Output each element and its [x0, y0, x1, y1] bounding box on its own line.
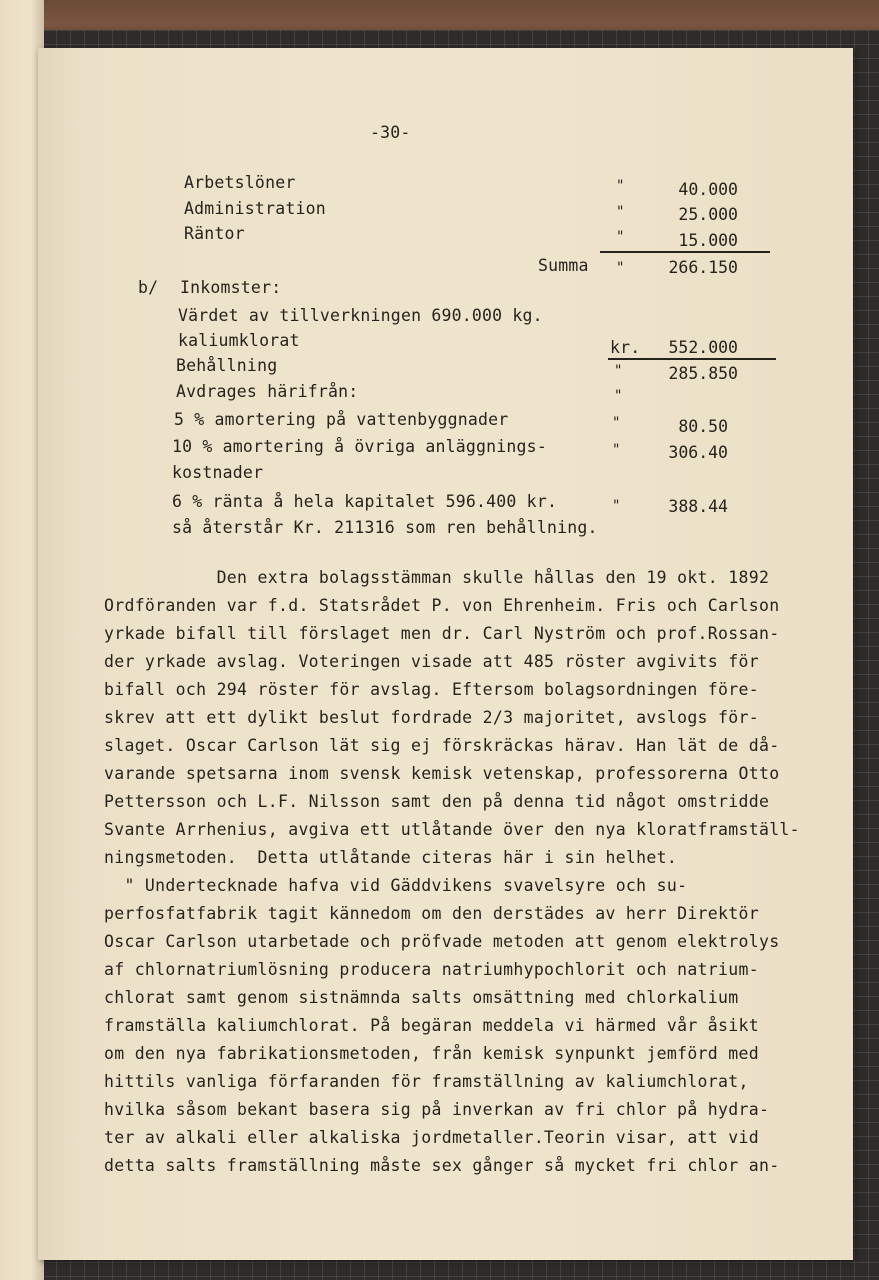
quote-line: " Undertecknade hafva vid Gäddvikens svavelsyre och su- [104, 876, 688, 895]
cost-label: Administration [184, 199, 326, 218]
ranta-line: 6 % ränta å hela kapitalet 596.400 kr. [172, 492, 558, 511]
ditto-mark: " [614, 363, 623, 379]
behallning-value: 285.850 [668, 364, 738, 383]
paragraph-line: Den extra bolagsstämman skulle hållas den 19 okt. 1892 [104, 568, 770, 587]
quote-line: hittils vanliga förfaranden för framställning av kaliumchlorat, [104, 1072, 749, 1091]
sum-rule [600, 251, 770, 253]
ditto-mark: " [612, 442, 621, 458]
ditto-mark: " [616, 260, 625, 276]
income-rule [608, 358, 776, 360]
quote-line: om den nya fabrikationsmetoden, från kemisk synpunkt jemförd med [104, 1044, 759, 1063]
quote-line: perfosfatfabrik tagit kännedom om den derstädes av herr Direktör [104, 904, 759, 923]
ditto-mark: " [616, 204, 625, 220]
income-unit: kr. [610, 338, 641, 357]
paragraph-line: skrev att ett dylikt beslut fordrade 2/3 majoritet, avslogs för- [104, 708, 759, 727]
ditto-mark: " [614, 388, 623, 404]
cost-value: 15.000 [678, 231, 738, 250]
paragraph-line: bifall och 294 röster för avslag. Eftersom bolagsordningen före- [104, 680, 759, 699]
summa-value: 266.150 [668, 258, 738, 277]
cost-value: 40.000 [678, 180, 738, 199]
paragraph-line: Svante Arrhenius, avgiva ett utlåtande över den nya kloratframställ- [104, 820, 800, 839]
income-line: kaliumklorat [178, 331, 300, 350]
amortering-line: 5 % amortering på vattenbyggnader [174, 410, 509, 429]
paragraph-line: der yrkade avslag. Voteringen visade att 485 röster avgivits för [104, 652, 759, 671]
quote-line: hvilka såsom bekant basera sig på inverkan av fri chlor på hydra- [104, 1100, 770, 1119]
quote-line: af chlornatriumlösning producera natriumhypochlorit och natrium- [104, 960, 759, 979]
section-marker: b/ [138, 278, 159, 297]
aterstar-line: så återstår Kr. 211316 som ren behållning. [172, 518, 598, 537]
income-line: Värdet av tillverkningen 690.000 kg. [178, 306, 543, 325]
avdrages-label: Avdrages härifrån: [176, 382, 359, 401]
cost-label: Arbetslöner [184, 173, 296, 192]
paragraph-line: slaget. Oscar Carlson lät sig ej förskräckas härav. Han lät de då- [104, 736, 780, 755]
amortering-line: 10 % amortering å övriga anläggnings- [172, 437, 547, 456]
behallning-label: Behållning [176, 356, 278, 375]
quote-line: ter av alkali eller alkaliska jordmetaller.Teorin visar, att vid [104, 1128, 759, 1147]
paragraph-line: varande spetsarna inom svensk kemisk vetenskap, professorerna Otto [104, 764, 780, 783]
paragraph-line: yrkade bifall till förslaget men dr. Carl Nyström och prof.Rossan- [104, 624, 780, 643]
cost-value: 25.000 [678, 205, 738, 224]
amortering-value: 80.50 [678, 417, 728, 436]
paragraph-line: ningsmetoden. Detta utlåtande citeras här i sin helhet. [104, 848, 678, 867]
paragraph-line: Ordföranden var f.d. Statsrådet P. von Ehrenheim. Fris och Carlson [104, 596, 780, 615]
quote-line: chlorat samt genom sistnämnda salts omsättning med chlorkalium [104, 988, 739, 1007]
page-number: -30- [370, 123, 411, 142]
summa-label: Summa [538, 256, 589, 275]
ditto-mark: " [612, 415, 621, 431]
income-value: 552.000 [668, 338, 738, 357]
amortering-value: 306.40 [668, 443, 728, 462]
ditto-mark: " [612, 498, 621, 514]
quote-line: Oscar Carlson utarbetade och pröfvade metoden att genom elektrolys [104, 932, 780, 951]
quote-line: detta salts framställning måste sex gånger så mycket fri chlor an- [104, 1156, 780, 1175]
income-heading: Inkomster: [180, 278, 282, 297]
ditto-mark: " [616, 178, 625, 194]
amortering-line: kostnader [172, 463, 264, 482]
ranta-value: 388.44 [668, 497, 728, 516]
quote-line: framställa kaliumchlorat. På begäran meddela vi härmed vår åsikt [104, 1016, 759, 1035]
paragraph-line: Pettersson och L.F. Nilsson samt den på denna tid något omstridde [104, 792, 770, 811]
cost-label: Räntor [184, 224, 245, 243]
ditto-mark: " [616, 229, 625, 245]
